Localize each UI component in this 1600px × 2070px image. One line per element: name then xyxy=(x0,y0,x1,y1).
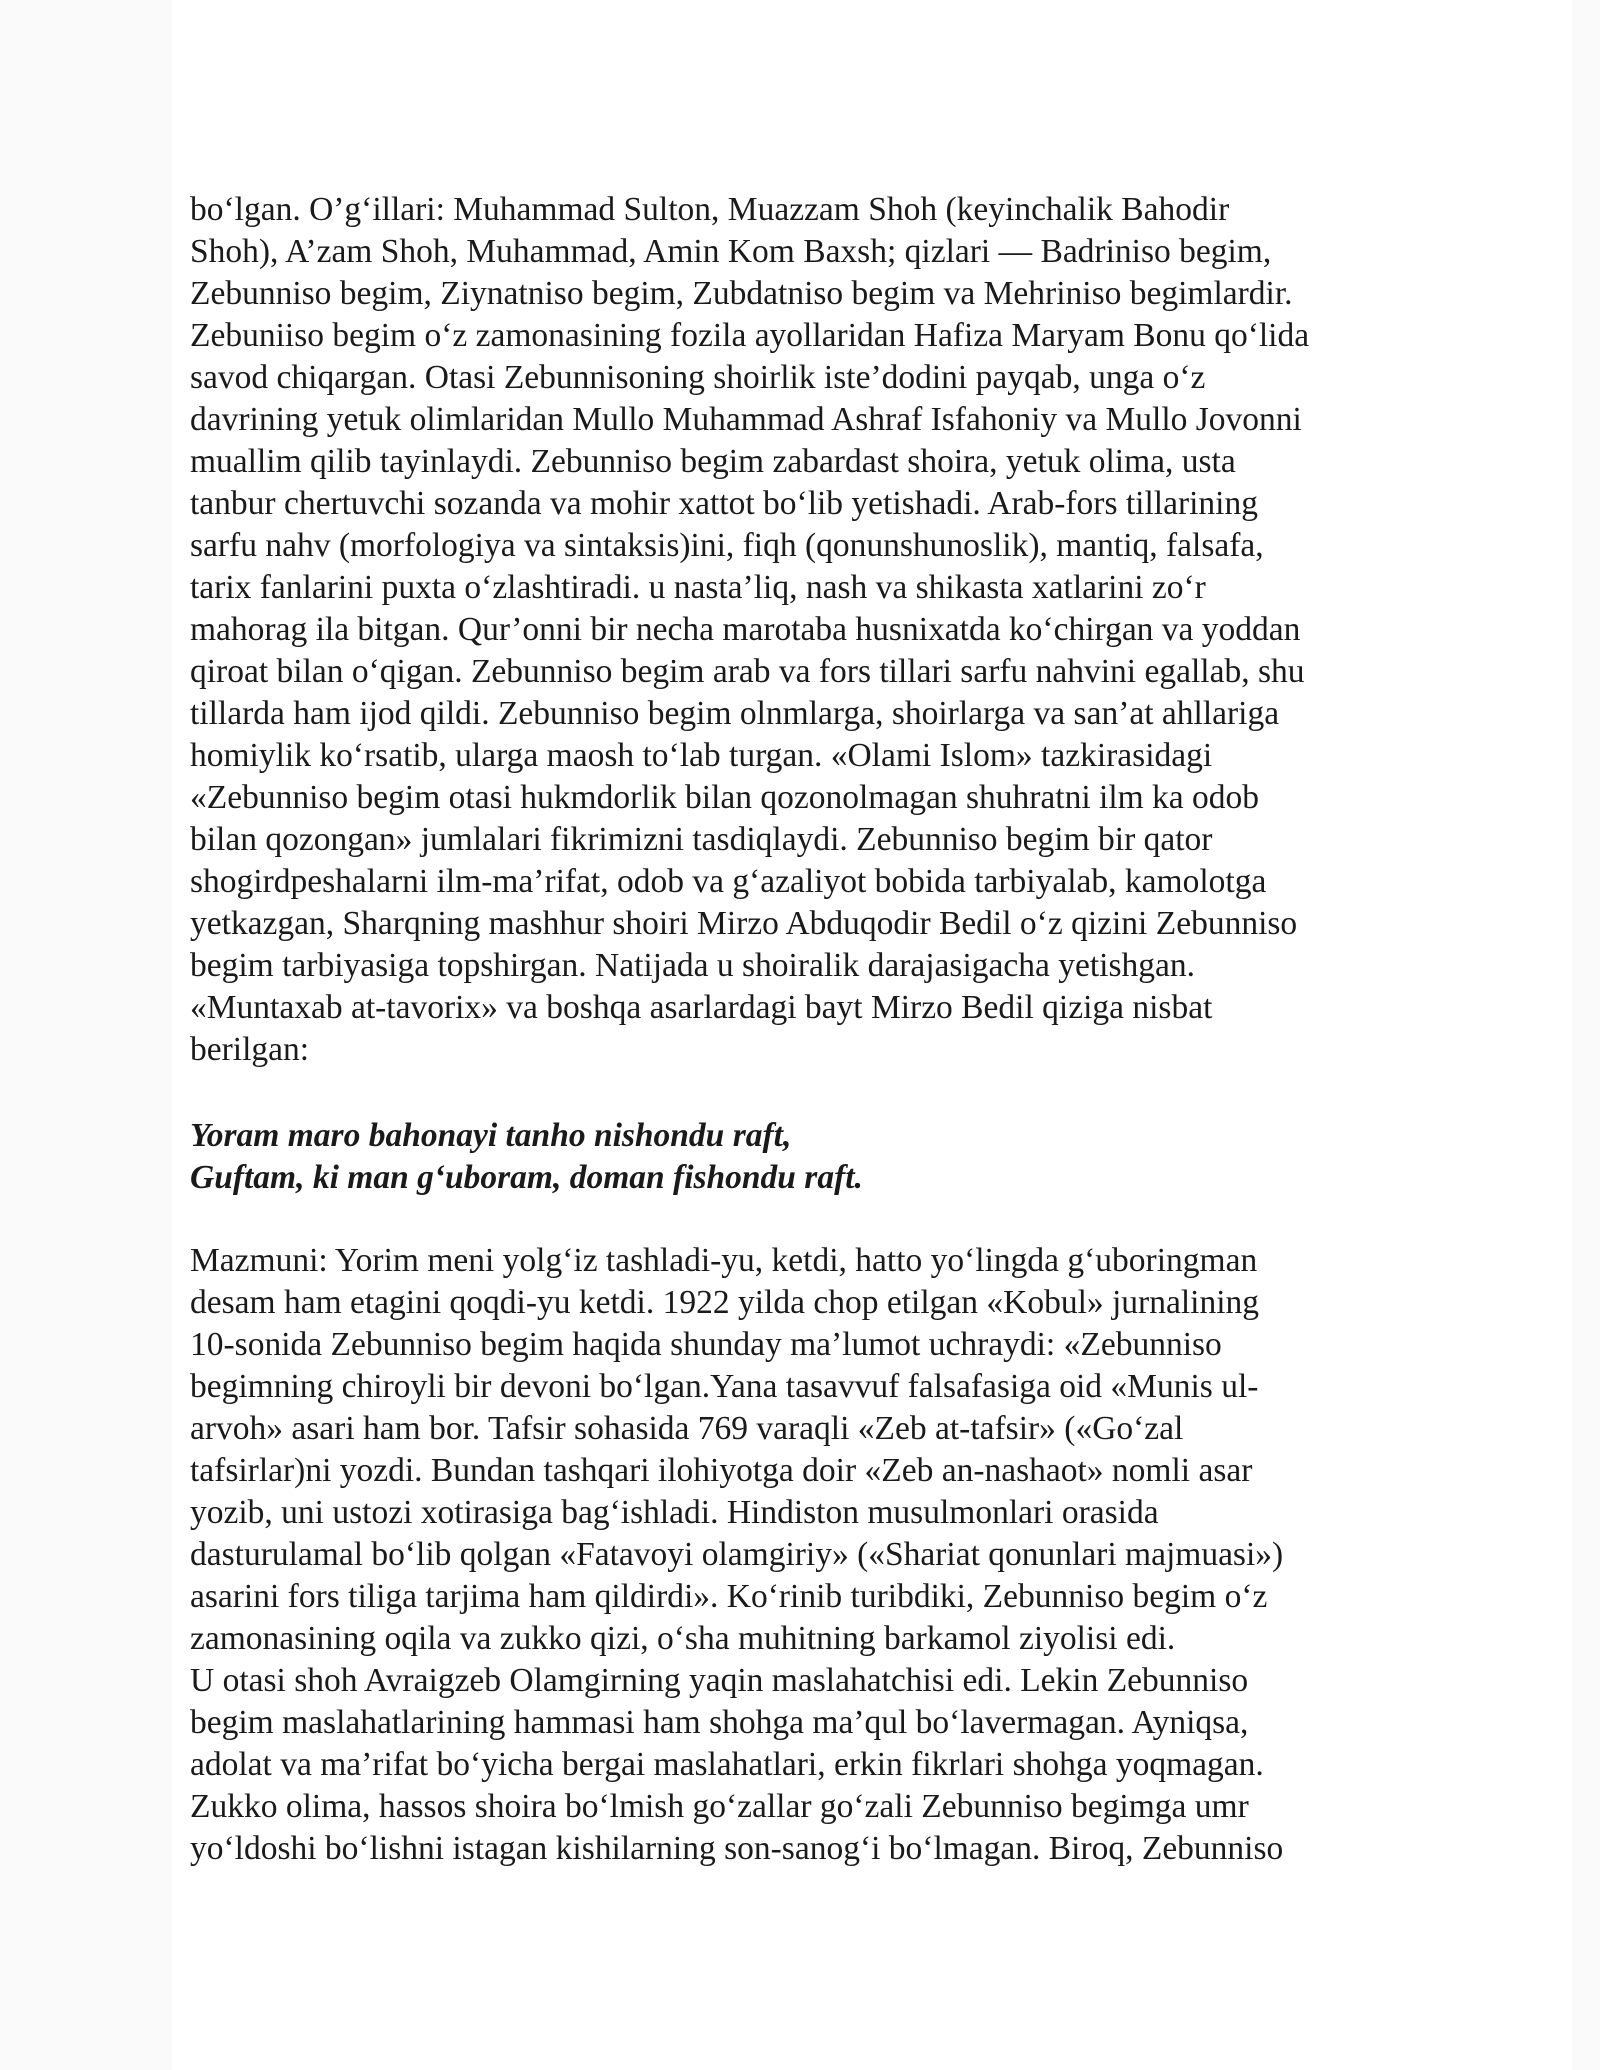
text-line: arvoh» asari ham bor. Tafsir sohasida 769 varaqli «Zeb at-tafsir» («Go‘zal xyxy=(190,1410,1184,1447)
text-line: qiroat bilan o‘qigan. Zebunniso begim arab va fors tillari sarfu nahvini egallab, shu xyxy=(190,653,1305,690)
verse-line: Yoram maro bahonayi tanho nishondu raft, xyxy=(190,1117,792,1154)
text-line: tafsirlar)ni yozdi. Bundan tashqari ilohiyotga doir «Zeb an-nashaot» nomli asar xyxy=(190,1452,1253,1489)
text-line: begim tarbiyasiga topshirgan. Natijada u shoiralik darajasigacha yetishgan. xyxy=(190,947,1196,984)
text-line: muallim qilib tayinlaydi. Zebunniso begim zabardast shoira, yetuk olima, usta xyxy=(190,443,1236,480)
text-line: berilgan: xyxy=(190,1031,310,1068)
text-line: Shoh), A’zam Shoh, Muhammad, Amin Kom Baxsh; qizlari — Badriniso begim, xyxy=(190,233,1272,270)
text-line: bilan qozongan» jumlalari fikrimizni tasdiqlaydi. Zebunniso begim bir qator xyxy=(190,821,1213,858)
paragraph-1 xyxy=(190,189,1440,1071)
text-line: davrining yetuk olimlaridan Mullo Muhammad Ashraf Isfahoniy va Mullo Jovonni xyxy=(190,401,1302,438)
text-line: yetkazgan, Sharqning mashhur shoiri Mirzo Abduqodir Bedil o‘z qizini Zebunniso xyxy=(190,905,1298,942)
text-line: homiylik ko‘rsatib, ularga maosh to‘lab turgan. «Olami Islom» tazkirasidagi xyxy=(190,737,1213,774)
text-line: asarini fors tiliga tarjima ham qildirdi». Ko‘rinib turibdiki, Zebunniso begim o‘z xyxy=(190,1578,1268,1615)
paragraph-2 xyxy=(190,1240,1440,1870)
text-line: 10-sonida Zebunniso begim haqida shunday ma’lumot uchraydi: «Zebunniso xyxy=(190,1326,1222,1363)
text-line: Zukko olima, hassos shoira bo‘lmish go‘zallar go‘zali Zebunniso begimga umr xyxy=(190,1788,1249,1825)
page-margin-right xyxy=(1572,0,1600,2070)
text-line: bo‘lgan. O’g‘illari: Muhammad Sulton, Muazzam Shoh (keyinchalik Bahodir xyxy=(190,191,1230,228)
text-line: «Zebunniso begim otasi hukmdorlik bilan qozonolmagan shuhratni ilm ka odob xyxy=(190,779,1260,816)
text-line: savod chiqargan. Otasi Zebunnisoning shoirlik iste’dodini payqab, unga o‘z xyxy=(190,359,1206,396)
text-line: tarix fanlarini puxta o‘zlashtiradi. u nasta’liq, nash va shikasta xatlarini zo‘r xyxy=(190,569,1206,606)
text-line: adolat va ma’rifat bo‘yicha bergai maslahatlari, erkin fikrlari shohga yoqmagan. xyxy=(190,1746,1264,1783)
text-line: zamonasining oqila va zukko qizi, o‘sha muhitning barkamol ziyolisi edi. xyxy=(190,1620,1176,1657)
text-line: Zebuniiso begim o‘z zamonasining fozila ayollaridan Hafiza Maryam Bonu qo‘lida xyxy=(190,317,1310,354)
text-line: yozib, uni ustozi xotirasiga bag‘ishladi. Hindiston musulmonlari orasida xyxy=(190,1494,1159,1531)
text-line: Zebunniso begim, Ziynatniso begim, Zubdatniso begim va Mehriniso begimlardir. xyxy=(190,275,1293,312)
verse-line: Guftam, ki man g‘uboram, doman fishondu raft. xyxy=(190,1159,863,1196)
text-line: U otasi shoh Avraigzeb Olamgirning yaqin maslahatchisi edi. Lekin Zebunniso xyxy=(190,1662,1249,1699)
text-line: tillarda ham ijod qildi. Zebunniso begim olnmlarga, shoirlarga va san’at ahllariga xyxy=(190,695,1280,732)
text-line: begim maslahatlarining hammasi ham shohga ma’qul bo‘lavermagan. Ayniqsa, xyxy=(190,1704,1249,1741)
text-line: mahorag ila bitgan. Qur’onni bir necha marotaba husnixatda ko‘chirgan va yoddan xyxy=(190,611,1301,648)
text-line: tanbur chertuvchi sozanda va mohir xattot bo‘lib yetishadi. Arab-fors tillarining xyxy=(190,485,1258,522)
text-line: yo‘ldoshi bo‘lishni istagan kishilarning son-sanog‘i bo‘lmagan. Biroq, Zebunniso xyxy=(190,1830,1284,1867)
text-line: begimning chiroyli bir devoni bo‘lgan.Yana tasavvuf falsafasiga oid «Munis ul- xyxy=(190,1368,1259,1405)
text-line: Mazmuni: Yorim meni yolg‘iz tashladi-yu, ketdi, hatto yo‘lingda g‘uboringman xyxy=(190,1242,1258,1279)
text-line: dasturulamal bo‘lib qolgan «Fatavoyi olamgiriy» («Shariat qonunlari majmuasi») xyxy=(190,1536,1284,1573)
poem-verse xyxy=(190,1115,1440,1199)
text-line: «Muntaxab at-tavorix» va boshqa asarlardagi bayt Mirzo Bedil qiziga nisbat xyxy=(190,989,1213,1026)
text-line: sarfu nahv (morfologiya va sintaksis)ini, fiqh (qonunshunoslik), mantiq, falsafa, xyxy=(190,527,1264,564)
text-line: shogirdpeshalarni ilm-ma’rifat, odob va g‘azaliyot bobida tarbiyalab, kamolotga xyxy=(190,863,1267,900)
page-margin-left xyxy=(0,0,172,2070)
text-line: desam ham etagini qoqdi-yu ketdi. 1922 yilda chop etilgan «Kobul» jurnalining xyxy=(190,1284,1260,1321)
